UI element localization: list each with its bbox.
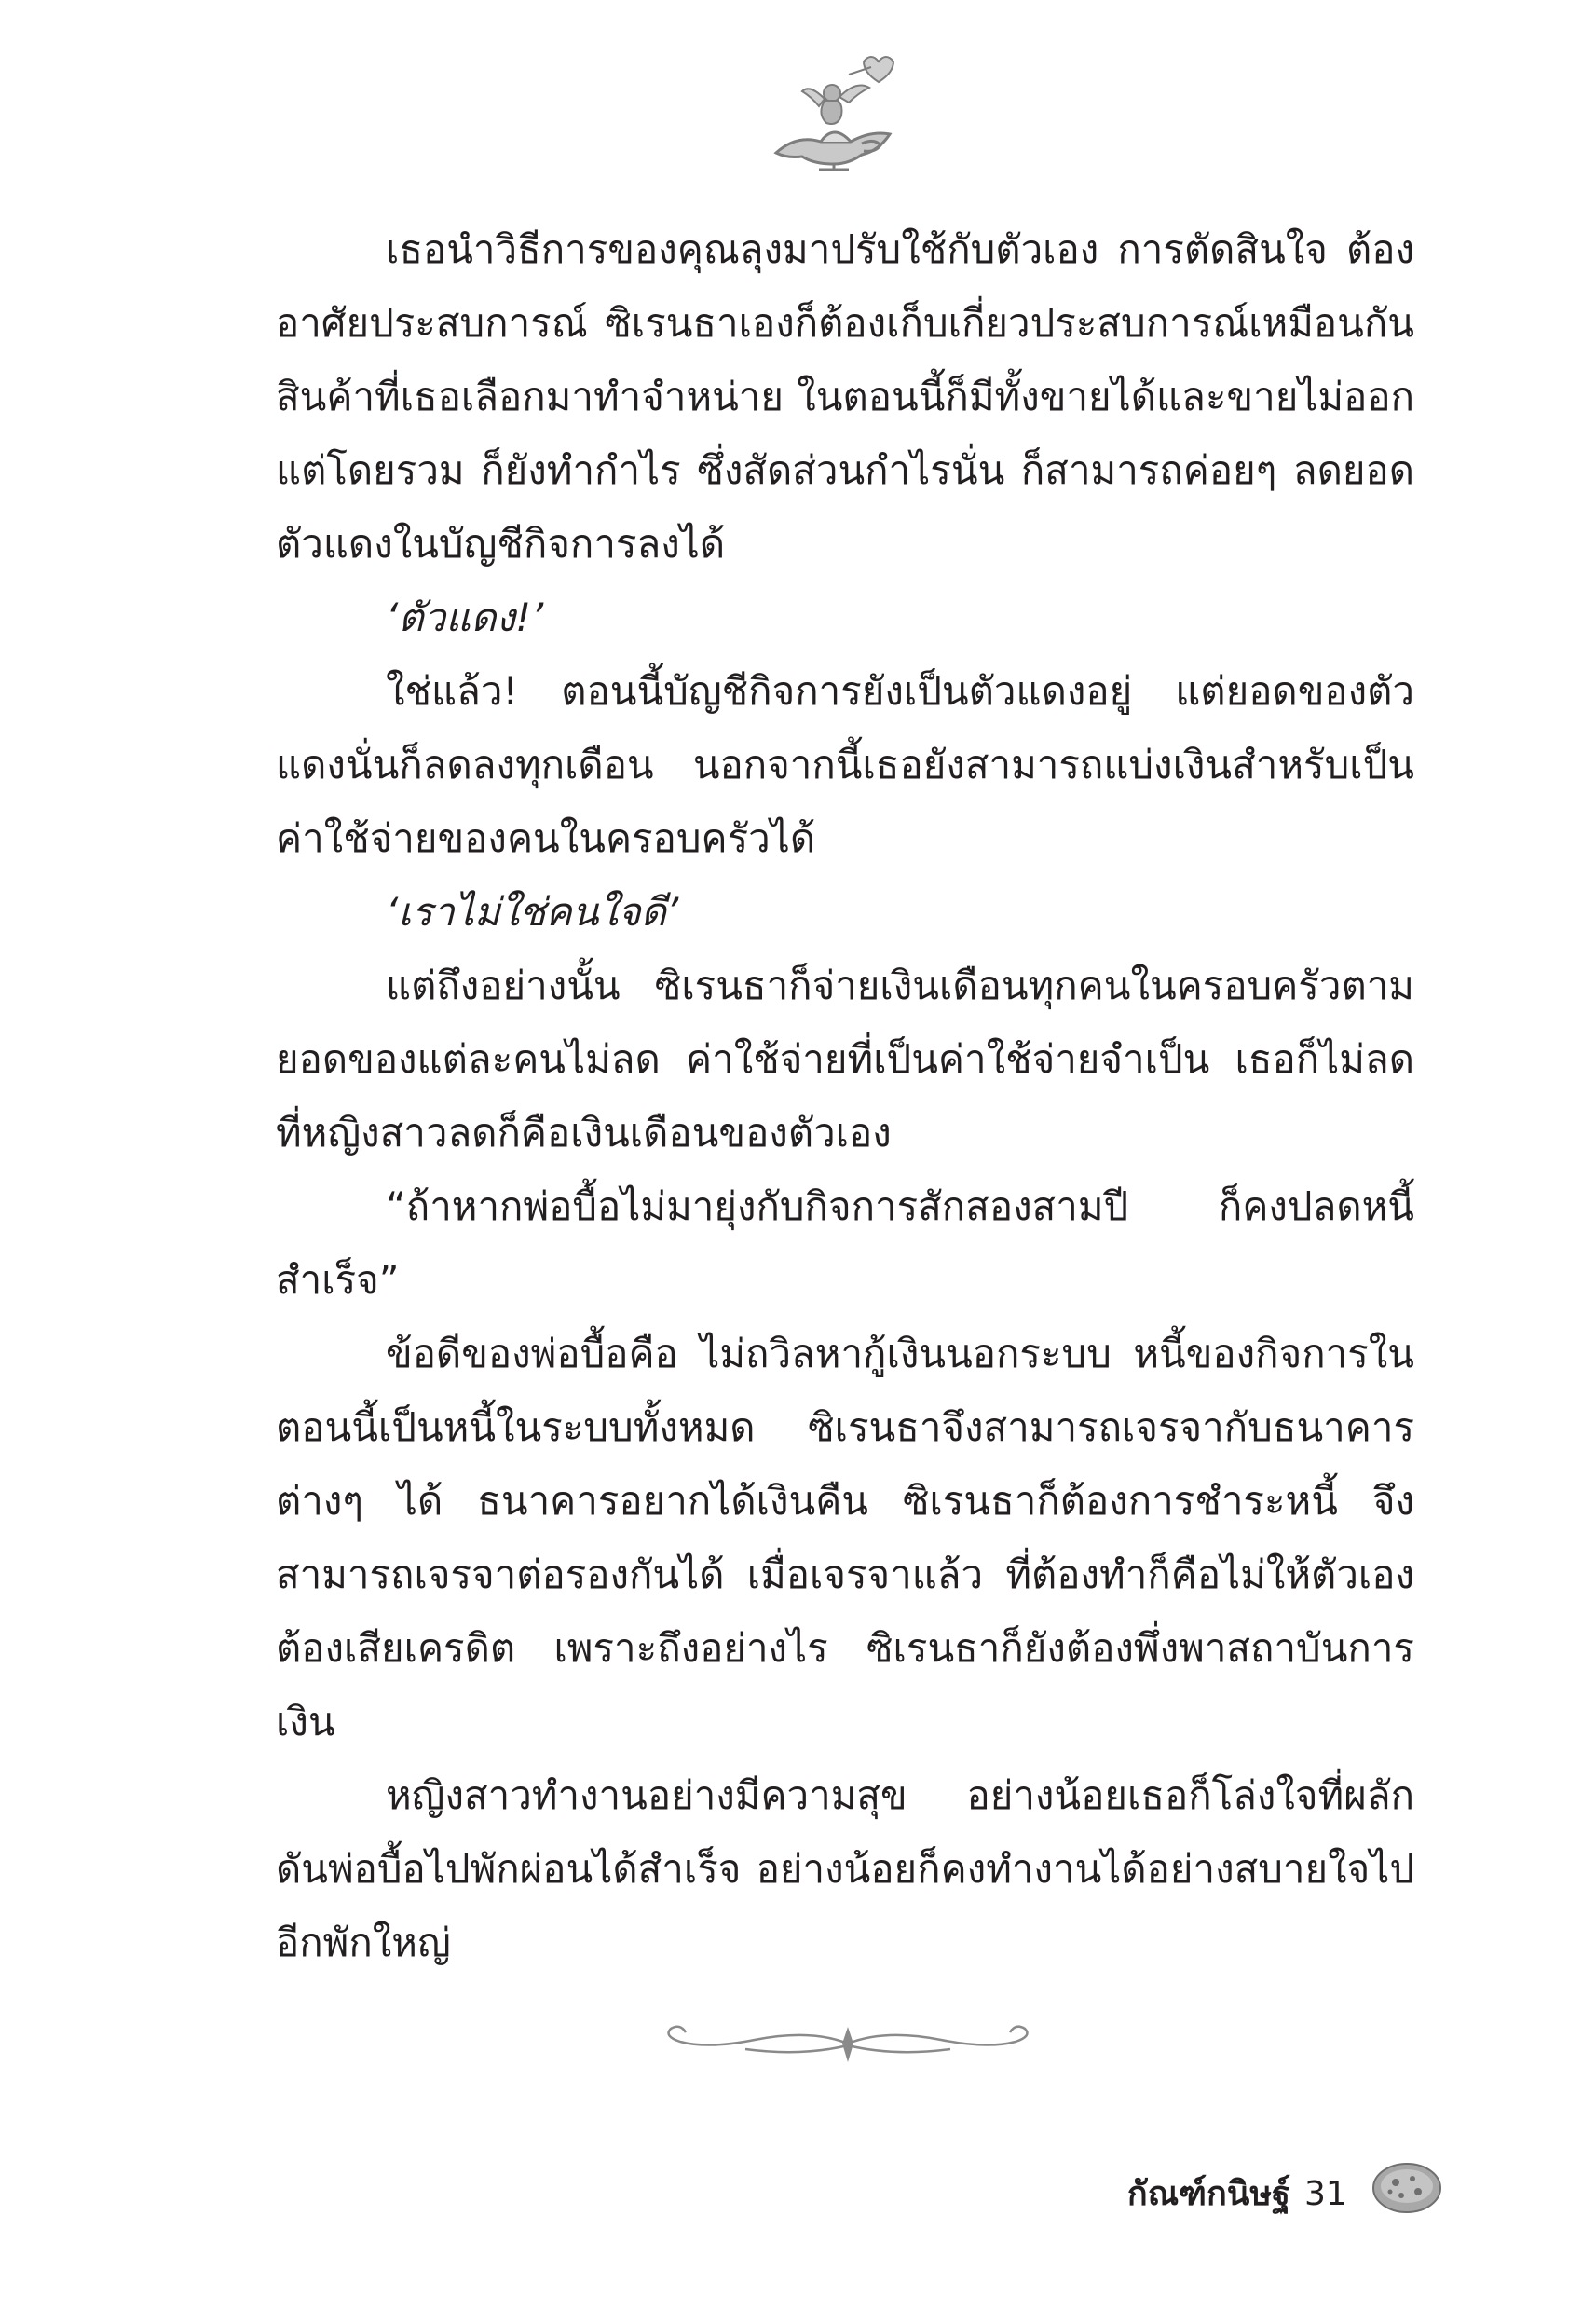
paragraph: ข้อดีของพ่อบื้อคือ ไม่ถวิลหากู้เงินนอกระบบ หนี้ของกิจการในตอนนี้เป็นหนี้ในระบบทั้งหมด ซิเรนธาจึงสามารถเจรจากับธนาคารต่างๆ ได้ ธนาคารอยากได้เงินคืน ซิเรนธาก็ต้องการชำระหนี้ จึงสามารถเจรจาต่อรองกันได้ เมื่อเจรจาแล้ว ที่ต้องทำก็คือไม่ให้ตัวเองต้องเสียเครดิต เพราะถึงอย่างไร ซิเรนธาก็ยังต้องพึ่งพาสถาบันการเงิน <box>276 1331 1414 1744</box>
body-text <box>276 212 1414 1979</box>
thought-line: ‘เราไม่ใช่คนใจดี’ <box>386 889 679 935</box>
dialogue-line: “ถ้าหากพ่อบื้อไม่มายุ่งกับกิจการสักสองสามปี ก็คงปลดหนี้สำเร็จ” <box>276 1183 1414 1303</box>
thought-line: ‘ตัวแดง!’ <box>386 595 544 640</box>
book-title: กัณฑ์กนิษฐ์ <box>1126 2175 1290 2213</box>
paragraph: เธอนำวิธีการของคุณลุงมาปรับใช้กับตัวเอง การตัดสินใจ ต้องอาศัยประสบการณ์ ซิเรนธาเองก็ต้องเก็บเกี่ยวประสบการณ์เหมือนกัน สินค้าที่เธอเลือกมาทำจำหน่าย ในตอนนี้ก็มีทั้งขายได้และขายไม่ออก แต่โดยรวม ก็ยังทำกำไร ซึ่งสัดส่วนกำไรนั่น ก็สามารถค่อยๆ ลดยอดตัวแดงในบัญชีกิจการลงได้ <box>276 226 1414 567</box>
paragraph: ใช่แล้ว! ตอนนี้บัญชีกิจการยังเป็นตัวแดงอยู่ แต่ยอดของตัวแดงนั่นก็ลดลงทุกเดือน นอกจากนี้เธอยังสามารถแบ่งเงินสำหรับเป็นค่าใช้จ่ายของคนในครอบครัวได้ <box>276 668 1414 861</box>
paragraph: แต่ถึงอย่างนั้น ซิเรนธาก็จ่ายเงินเดือนทุกคนในครอบครัวตามยอดของแต่ละคนไม่ลด ค่าใช้จ่ายที่เป็นค่าใช้จ่ายจำเป็น เธอก็ไม่ลด ที่หญิงสาวลดก็คือเงินเดือนของตัวเอง <box>276 963 1414 1156</box>
page-number: 31 <box>1304 2175 1347 2213</box>
cookie-emblem-icon <box>1370 2158 1444 2218</box>
teapot-cupid-ornament-icon <box>759 48 908 179</box>
paragraph: หญิงสาวทำงานอย่างมีความสุข อย่างน้อยเธอก็โล่งใจที่ผลักดันพ่อบื้อไปพักผ่อนได้สำเร็จ อย่างน้อยก็คงทำงานได้อย่างสบายใจไปอีกพักใหญ่ <box>276 1772 1414 1965</box>
scroll-divider-icon <box>643 2016 1053 2072</box>
